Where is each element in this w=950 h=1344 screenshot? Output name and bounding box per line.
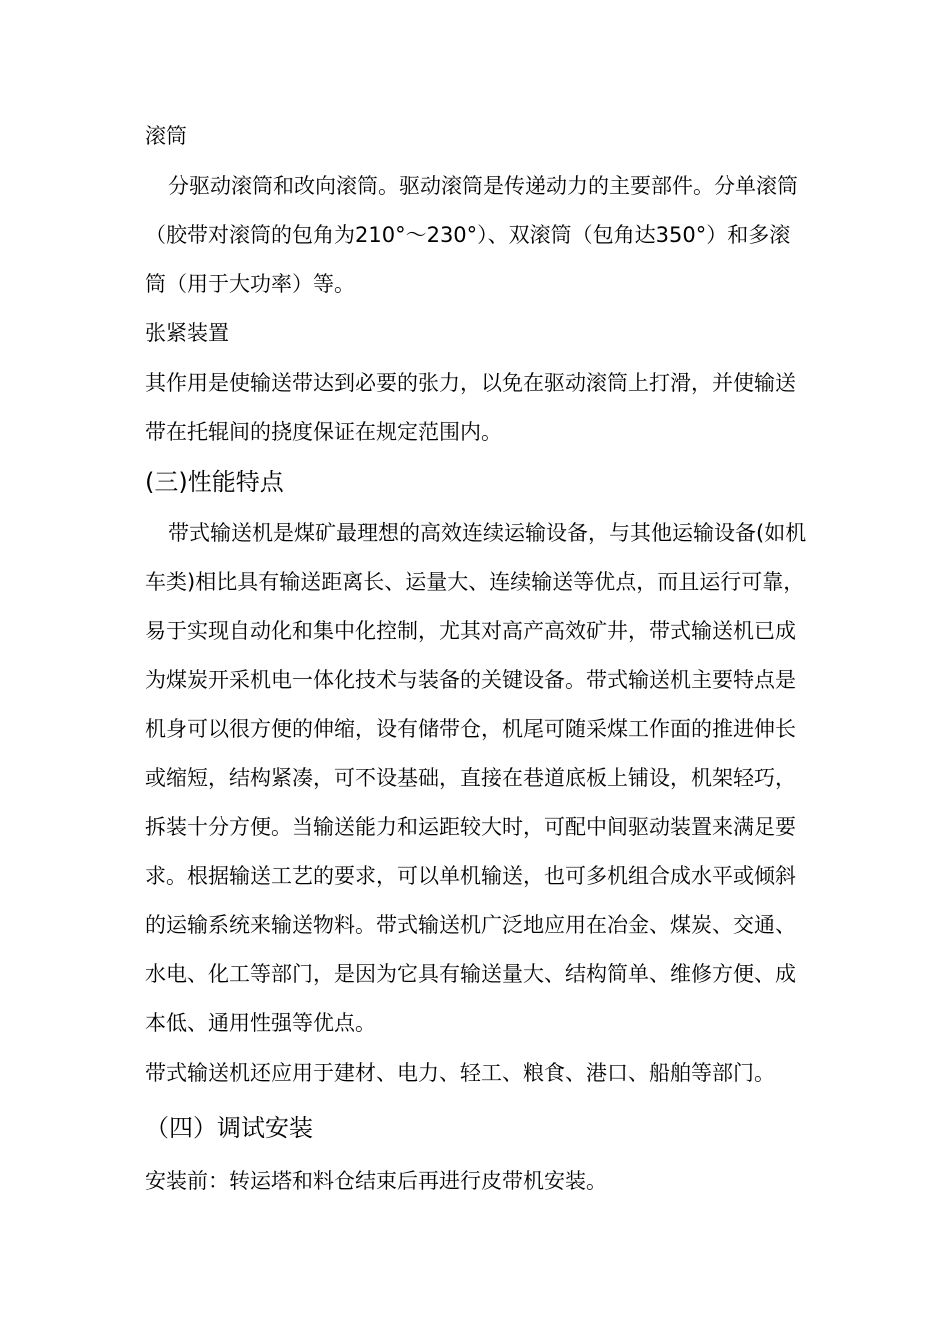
paragraph-install: 安装前：转运塔和料仓结束后再进行皮带机安装。 — [145, 1169, 607, 1193]
paragraph-other-uses: 带式输送机还应用于建材、电力、轻工、粮食、港口、船舶等部门。 — [145, 1061, 775, 1085]
section-heading-install: （四）调试安装 — [145, 1114, 313, 1142]
paragraph-features: 带式输送机是煤矿最理想的高效连续运输设备，与其他运输设备(如机车类)相比具有输送距离长、运量大、连续输送等优点，而且运行可靠，易于实现自动化和集中化控制，尤其对高产高效矿井，带式输送机已成为煤炭开采机电一体化技术与装备的关键设备。带式输送机主要特点是机身可以很方便的伸缩，设有储带仓，机尾可随采煤工作面的推进伸长或缩短，结构紧凑，可不设基础，直接在巷道底板上铺设，机架轻巧，拆装十分方便。当输送能力和运距较大时，可配中间驱动装置来满足要求。根据输送工艺的要求，可以单机输送，也可多机组合成水平或倾斜的运输系统来输送物料。带式输送机广泛地应用在冶金、煤炭、交通、水电、化工等部门，是因为它具有输送量大、结构简单、维修方便、成本低、通用性强等优点。 — [145, 521, 807, 1035]
section-heading-tension: 张紧装置 — [145, 321, 229, 345]
section-heading-features: (三)性能特点 — [145, 468, 284, 496]
section-heading-roller: 滚筒 — [145, 124, 187, 148]
paragraph-roller: 分驱动滚筒和改向滚筒。驱动滚筒是传递动力的主要部件。分单滚筒（胶带对滚筒的包角为210°～230°）、双滚筒（包角达350°）和多滚筒（用于大功率）等。 — [145, 174, 798, 296]
paragraph-tension: 其作用是使输送带达到必要的张力，以免在驱动滚筒上打滑，并使输送带在托辊间的挠度保证在规定范围内。 — [145, 371, 796, 444]
